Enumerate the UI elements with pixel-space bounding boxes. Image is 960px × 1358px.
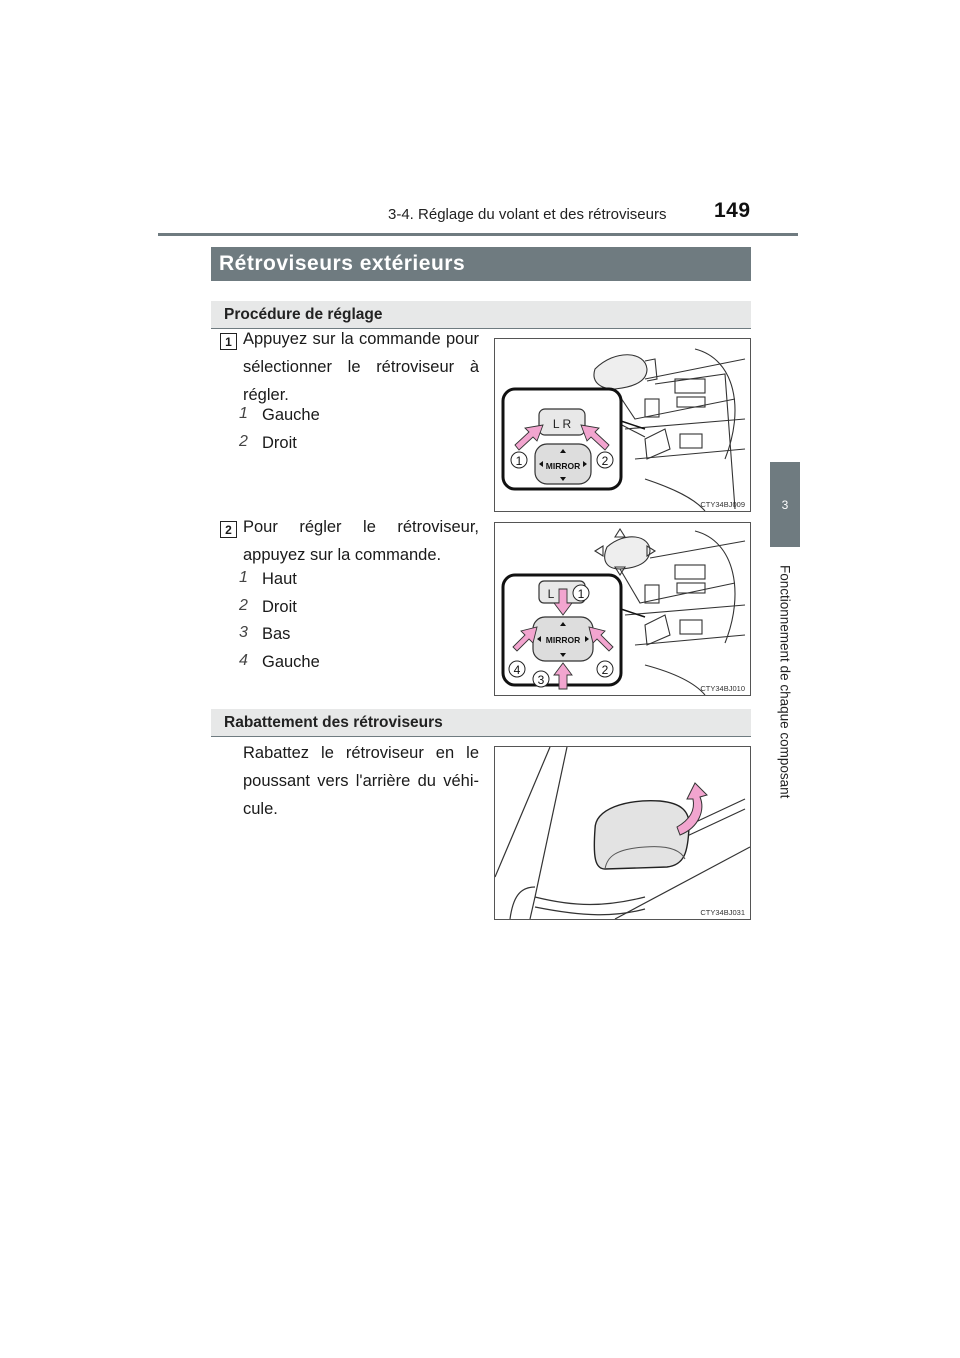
figure-code: CTY34BJ031: [700, 908, 745, 917]
callout: 2: [601, 454, 609, 468]
figure-mirror-selector: [494, 338, 751, 512]
callout: 2: [601, 663, 609, 677]
chapter-side-title-text: Fonctionnement de chaque composant: [777, 565, 793, 799]
item-label: Gauche: [262, 406, 320, 424]
chapter-side-title: [770, 552, 800, 812]
item-number: 2: [239, 433, 248, 450]
item-number: 3: [239, 624, 248, 641]
switch-label: MIRROR: [545, 635, 581, 645]
figure-code: CTY34BJ009: [700, 500, 745, 509]
item-label: Gauche: [262, 653, 320, 671]
item-label: Droit: [262, 598, 297, 616]
subsection-adjustment-heading: Procédure de réglage: [211, 301, 751, 329]
callout: 3: [537, 673, 545, 687]
item-label: Haut: [262, 570, 297, 588]
switch-label: MIRROR: [545, 461, 581, 471]
item-number: 4: [239, 652, 248, 669]
subsection-folding-heading: Rabattement des rétroviseurs: [211, 709, 751, 737]
callout: 1: [515, 454, 523, 468]
switch-letters: L: [547, 587, 555, 601]
item-label: Droit: [262, 434, 297, 452]
figure-mirror-folding: [494, 746, 751, 920]
figure-code: CTY34BJ010: [700, 684, 745, 693]
chapter-tab: 3: [770, 462, 800, 547]
step-1-text: Appuyez sur la commande pour sélectionner le rétroviseur à régler.: [243, 330, 479, 404]
switch-letters: L R: [552, 417, 572, 431]
step-number-1: 1: [220, 333, 237, 350]
section-title: Rétroviseurs extérieurs: [211, 247, 751, 281]
item-number: 2: [239, 597, 248, 614]
figure-mirror-adjust: [494, 522, 751, 696]
item-label: Bas: [262, 625, 291, 643]
header-rule: [158, 233, 798, 236]
callout: 1: [577, 587, 585, 601]
step-2-text: Pour régler le rétroviseur, appuyez sur la commande.: [243, 518, 479, 564]
item-number: 1: [239, 405, 248, 422]
item-number: 1: [239, 569, 248, 586]
callout: 4: [513, 663, 521, 677]
page-number: 149: [714, 199, 751, 222]
running-header: 3-4. Réglage du volant et des rétroviseurs: [388, 206, 667, 223]
step-number-2: 2: [220, 521, 237, 538]
folding-text: Rabattez le rétroviseur en le poussant vers l'arrière du véhi-cule.: [243, 744, 479, 818]
